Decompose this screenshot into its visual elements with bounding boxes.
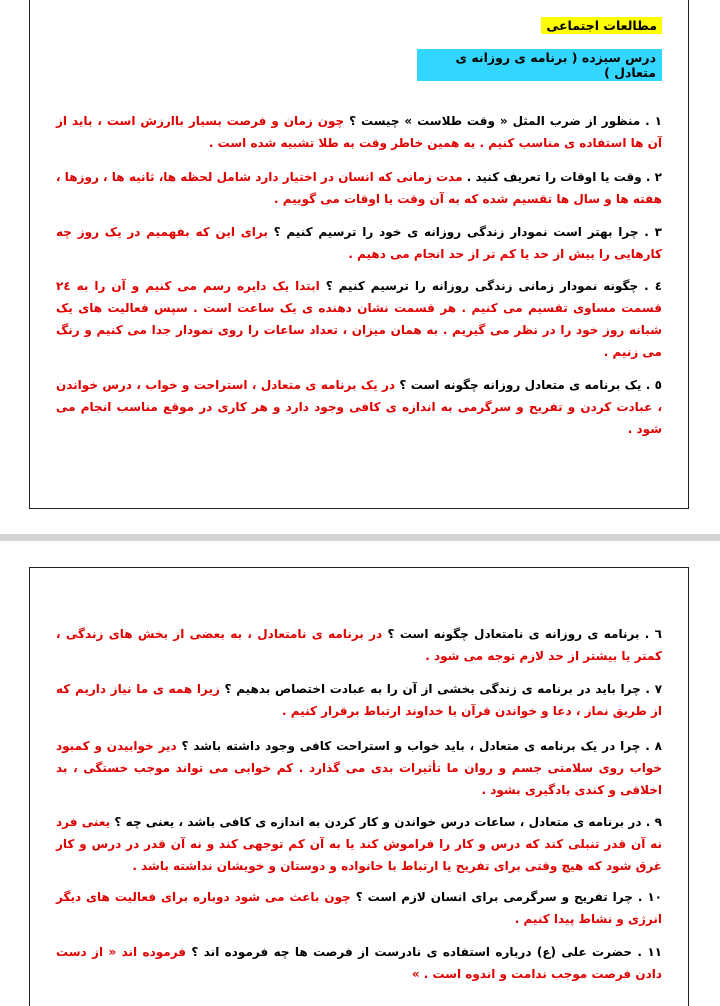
answer-text: در یک برنامه ی متعادل ، استراحت و خواب ، درس خواندن ، عبادت کردن و تفریح و سرگرمی به اندازه ی کافی وجود دارد و هر کاری در موقع مناسب انجام می شود . — [56, 378, 662, 436]
question-text: ٤ . چگونه نمودار زمانی زندگی روزانه را ترسیم کنیم ؟ — [319, 279, 663, 293]
answer-text: در برنامه ی نامتعادل ، به بعضی از بخش های زندگی ، کمتر یا بیشتر از حد لازم توجه می شود . — [56, 627, 662, 663]
answer-text: مدت زمانی که انسان در اختیار دارد شامل لحظه ها، ثانیه ها ، روزها ، هفته ها و سال ها تقسیم شده که به آن وقت یا اوقات می گوییم . — [56, 170, 662, 206]
question-text: ۲ . وقت یا اوقات را تعریف کنید . — [462, 170, 662, 184]
question-item — [56, 886, 662, 930]
question-item — [56, 811, 662, 877]
answer-text: ابتدا یک دایره رسم می کنیم و آن را به ۲٤ قسمت مساوی تقسیم می کنیم . هر قسمت نشان دهنده ی یک ساعت است . سپس فعالیت های یک شبانه روز خود را در نظر می گیریم . به همان میزان ، تعداد ساعات را روی نمودار جدا می کنیم و رنگ می زنیم . — [56, 279, 662, 359]
question-text: ٦ . برنامه ی روزانه ی نامتعادل چگونه است ؟ — [382, 627, 662, 641]
page-separator — [0, 534, 720, 541]
question-item — [56, 110, 662, 154]
question-text: ۱۱ . حضرت علی (ع) درباره استفاده ی نادرست از فرصت ها چه فرموده اند ؟ — [186, 945, 662, 959]
question-item — [56, 623, 662, 667]
answer-text: چون زمان و فرصت بسیار باارزش است ، باید از آن ها استفاده ی مناسب کنیم . به همین خاطر وقت به طلا تشبیه شده است . — [56, 114, 662, 150]
answer-text: دیر خوابیدن و کمبود خواب روی سلامتی جسم و روان ما تأثیرات بدی می گذارد . کم خوابی می تواند موجب خستگی ، بد اخلاقی و کندی یادگیری بشود . — [56, 739, 662, 797]
question-text: ٥ . یک برنامه ی متعادل روزانه چگونه است ؟ — [395, 378, 662, 392]
question-item — [56, 275, 662, 363]
question-text: ۳ . چرا بهتر است نمودار زندگی روزانه ی خود را ترسیم کنیم ؟ — [267, 225, 662, 239]
question-text: ۷ . چرا باید در برنامه ی زندگی بخشی از آن را به عبادت اختصاص بدهیم ؟ — [219, 682, 663, 696]
question-item — [56, 678, 662, 722]
question-item — [56, 374, 662, 440]
question-item — [56, 735, 662, 801]
question-item — [56, 166, 662, 210]
question-text: ۸ . چرا در یک برنامه ی متعادل ، باید خواب و استراحت کافی وجود داشته باشد ؟ — [176, 739, 662, 753]
answer-text: یعنی فرد نه آن قدر تنبلی کند که درس و کار را فراموش کند یا به آن کم توجهی کند و نه آن قدر در درس و کار غرق شود که هیچ وقتی برای تفریح یا ارتباط با خانواده و دوستان و خویشان نداشته باشد . — [56, 815, 662, 873]
question-text: ۹ . در برنامه ی متعادل ، ساعات درس خواندن و کار کردن به اندازه ی کافی باشد ، یعنی چه ؟ — [110, 815, 662, 829]
question-item — [56, 221, 662, 265]
question-text: ۱۰ . چرا تفریح و سرگرمی برای انسان لازم است ؟ — [350, 890, 662, 904]
answer-text: برای این که بفهمیم در یک روز چه کارهایی را بیش از حد یا کم تر از حد انجام می دهیم . — [56, 225, 662, 261]
subject-title: مطالعات اجتماعی — [541, 17, 662, 34]
question-item — [56, 941, 662, 985]
question-text: ۱ . منظور از ضرب المثل « وقت طلاست » چیست ؟ — [344, 114, 662, 128]
answer-text: فرموده اند « از دست دادن فرصت موجب ندامت و اندوه است . » — [56, 945, 662, 981]
answer-text: زیرا همه ی ما نیاز داریم که از طریق نماز ، دعا و خواندن قرآن با خداوند ارتباط برقرار کنیم . — [56, 682, 662, 718]
answer-text: چون باعث می شود دوباره برای فعالیت های دیگر انرژی و نشاط پیدا کنیم . — [56, 890, 662, 926]
document-page-2 — [29, 567, 689, 1006]
document-page-1 — [29, 0, 689, 509]
lesson-title: درس سیزده ( برنامه ی روزانه ی متعادل ) — [417, 49, 662, 81]
